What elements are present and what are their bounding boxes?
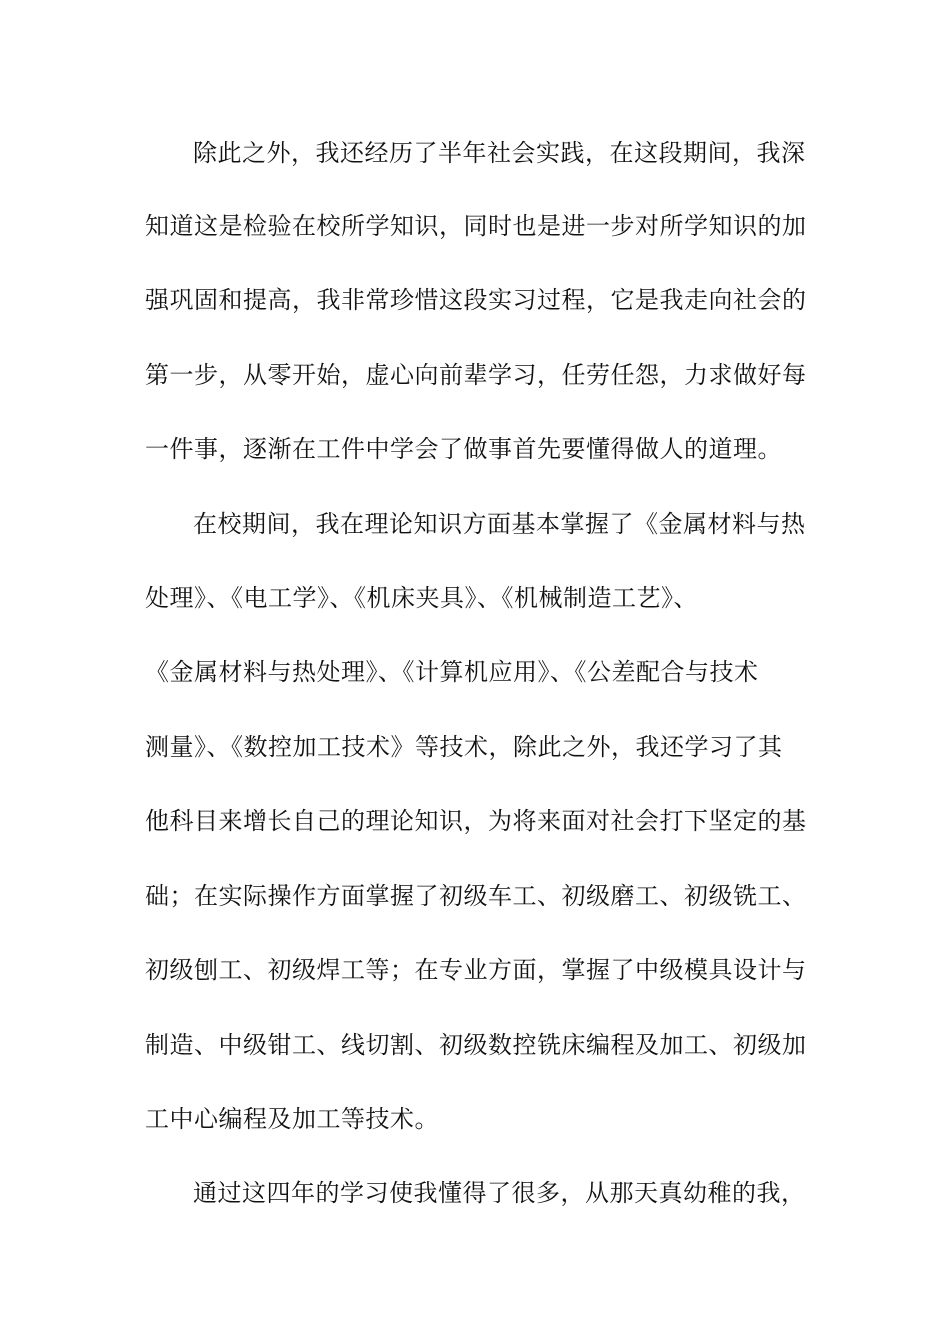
paragraph-2-line-6: 础；在实际操作方面掌握了初级车工、初级磨工、初级铣工、 <box>145 882 807 910</box>
paragraph-2-line-5: 他科目来增长自己的理论知识，为将来面对社会打下坚定的基 <box>145 807 807 835</box>
paragraph-2-line-2: 处理》、《电工学》、《机床夹具》、《机械制造工艺》、 <box>145 584 698 612</box>
paragraph-2-line-4: 测量》、《数控加工技术》等技术，除此之外，我还学习了其 <box>145 733 783 761</box>
paragraph-1-line-3: 强巩固和提高，我非常珍惜这段实习过程，它是我走向社会的 <box>145 286 807 314</box>
paragraph-3-line-1: 通过这四年的学习使我懂得了很多，从那天真幼稚的我， <box>193 1179 806 1207</box>
paragraph-2-line-1: 在校期间，我在理论知识方面基本掌握了《金属材料与热 <box>193 510 806 538</box>
paragraph-1-line-4: 第一步，从零开始，虚心向前辈学习，任劳任怨，力求做好每 <box>145 361 807 389</box>
paragraph-2-line-3: 《金属材料与热处理》、《计算机应用》、《公差配合与技术 <box>145 658 759 686</box>
paragraph-2-line-8: 制造、中级钳工、线切割、初级数控铣床编程及加工、初级加 <box>145 1031 807 1059</box>
paragraph-1-line-1: 除此之外，我还经历了半年社会实践，在这段期间，我深 <box>193 139 806 167</box>
paragraph-2-line-7: 初级刨工、初级焊工等；在专业方面，掌握了中级模具设计与 <box>145 956 807 984</box>
paragraph-2-line-9: 工中心编程及加工等技术。 <box>145 1105 439 1133</box>
paragraph-1-line-2: 知道这是检验在校所学知识，同时也是进一步对所学知识的加 <box>145 212 807 240</box>
paragraph-1-line-5: 一件事，逐渐在工件中学会了做事首先要懂得做人的道理。 <box>145 435 782 463</box>
